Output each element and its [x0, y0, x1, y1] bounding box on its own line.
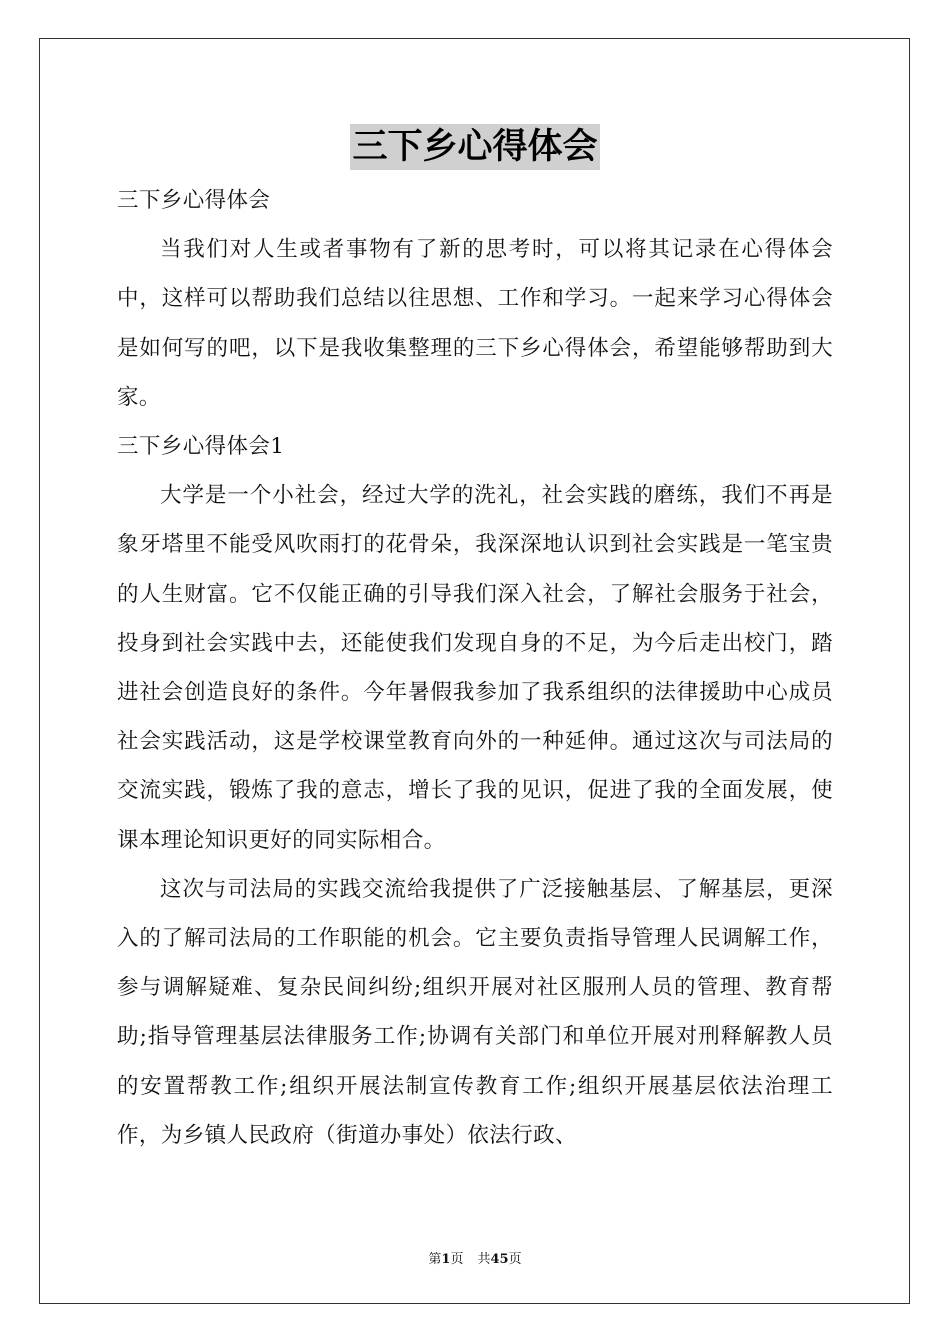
section-heading: 三下乡心得体会 [117, 188, 271, 213]
body-paragraph: 这次与司法局的实践交流给我提供了广泛接触基层、了解基层，更深入的了解司法局的工作职能的机会。它主要负责指导管理人民调解工作，参与调解疑难、复杂民间纠纷;组织开展对社区服刑人员的管理、教育帮助;指导管理基层法律服务工作;协调有关部门和单位开展对刑释解教人员的安置帮教工作;组织开展法制宣传教育工作;组织开展基层依法治理工作，为乡镇人民政府（街道办事处）依法行政、 [117, 876, 833, 1148]
current-page-number: 1 [441, 1252, 451, 1267]
total-prefix: 共 [477, 1252, 491, 1267]
page-footer [0, 1248, 950, 1267]
total-suffix: 页 [508, 1252, 522, 1267]
section-heading: 三下乡心得体会1 [117, 434, 285, 460]
page-prefix: 第 [428, 1252, 442, 1267]
body-paragraph: 当我们对人生或者事物有了新的思考时，可以将其记录在心得体会中，这样可以帮助我们总结以往思想、工作和学习。一起来学习心得体会是如何写的吧，以下是我收集整理的三下乡心得体会，希望能够帮助到大家。 [117, 237, 833, 410]
total-page-count: 45 [490, 1252, 509, 1267]
body-paragraph: 大学是一个小社会，经过大学的洗礼，社会实践的磨练，我们不再是象牙塔里不能受风吹雨打的花骨朵，我深深地认识到社会实践是一笔宝贵的人生财富。它不仅能正确的引导我们深入社会，了解社会服务于社会，投身到社会实践中去，还能使我们发现自身的不足，为今后走出校门，踏进社会创造良好的条件。今年暑假我参加了我系组织的法律援助中心成员社会实践活动，这是学校课堂教育向外的一种延伸。通过这次与司法局的交流实践，锻炼了我的意志，增长了我的见识，促进了我的全面发展，使课本理论知识更好的同实际相合。 [117, 483, 833, 853]
page-suffix: 页 [450, 1252, 464, 1267]
title-container [0, 124, 950, 170]
document-title: 三下乡心得体会 [350, 124, 599, 170]
document-body [117, 176, 833, 1160]
